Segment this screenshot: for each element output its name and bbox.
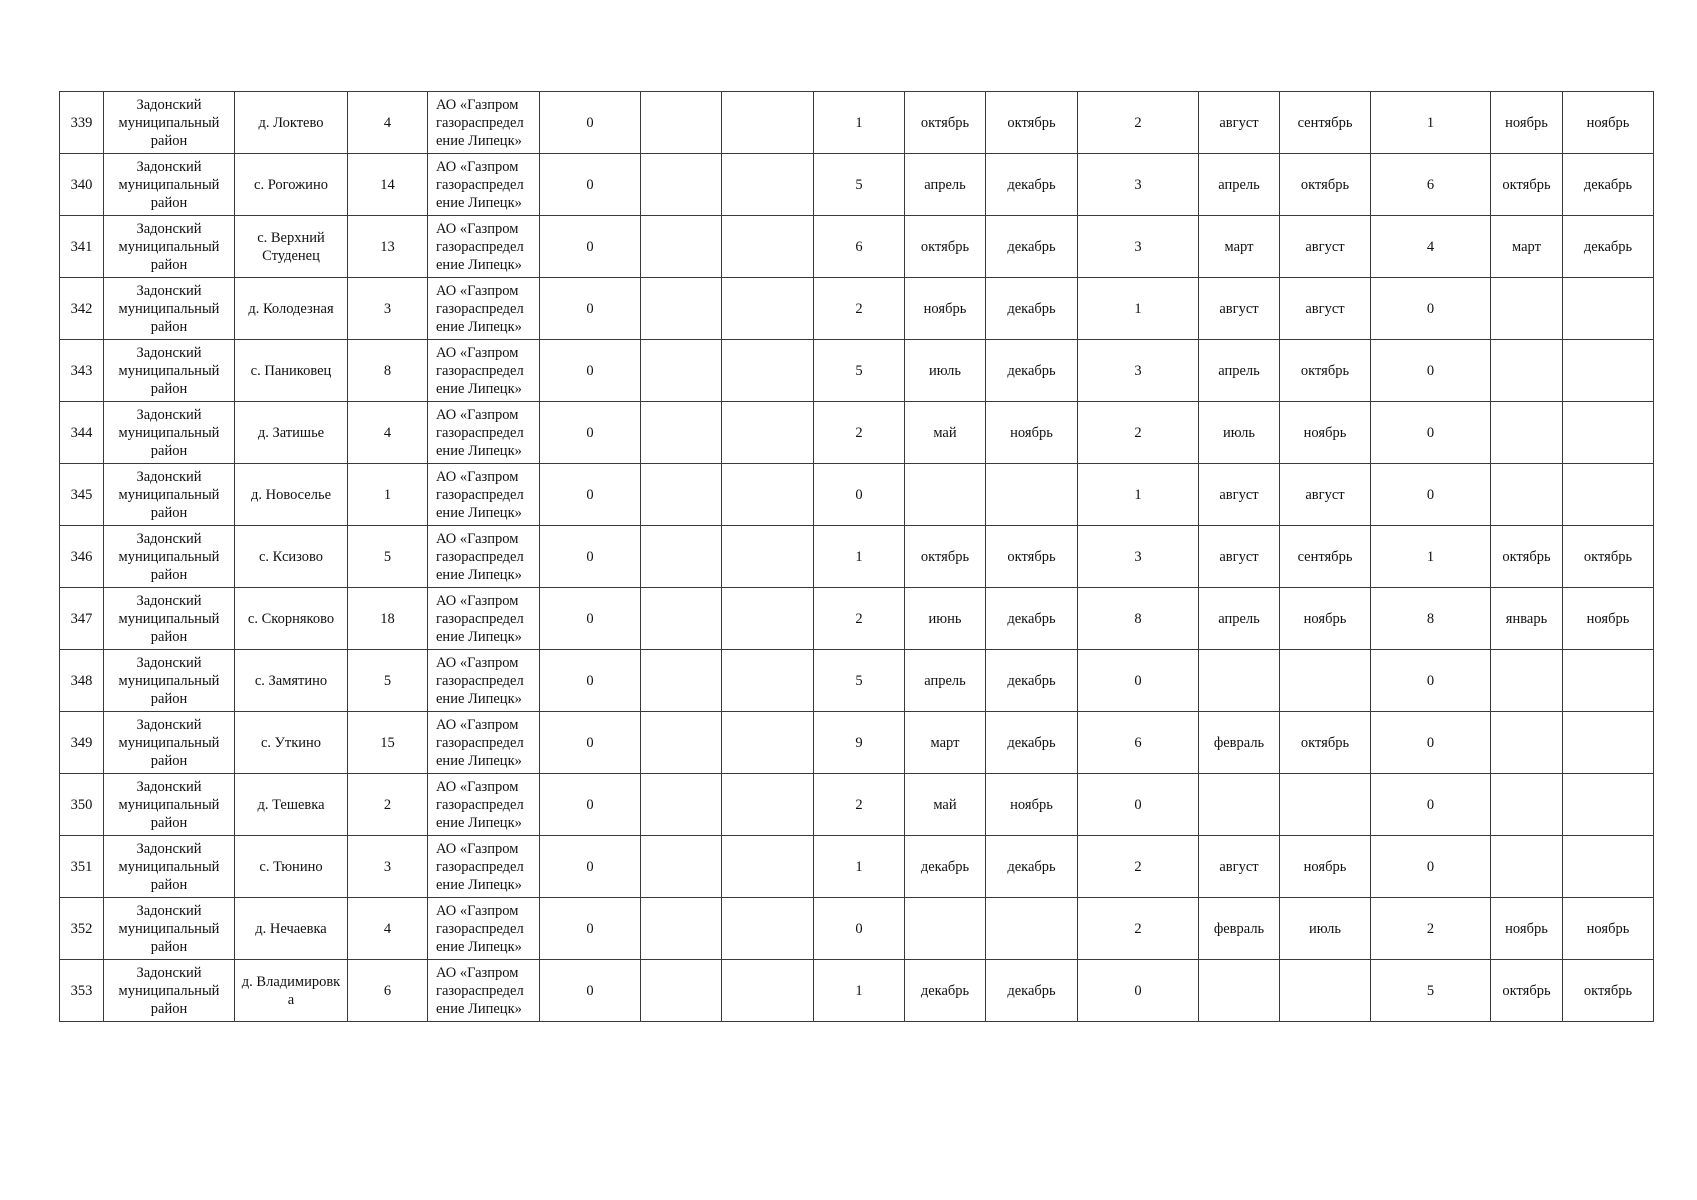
- stage1-end-month-cell: [986, 898, 1078, 960]
- district-cell: Задонский муниципальный район: [104, 92, 235, 154]
- stage2-start-month-cell: [1199, 774, 1280, 836]
- stage1-start-month-cell: [905, 464, 986, 526]
- table-row: [60, 464, 1654, 526]
- stage2-count-cell: 3: [1078, 340, 1199, 402]
- stage3-start-month-cell: [1491, 464, 1563, 526]
- settlement-cell: д. Затишье: [235, 402, 348, 464]
- empty-cell-7: [641, 464, 722, 526]
- district-cell: Задонский муниципальный район: [104, 774, 235, 836]
- stage2-count-cell: 2: [1078, 402, 1199, 464]
- organization-cell: АО «Газпром газораспредел ение Липецк»: [428, 650, 540, 712]
- empty-cell-8: [722, 278, 814, 340]
- row-number-cell: 347: [60, 588, 104, 650]
- stage1-end-month-cell: декабрь: [986, 216, 1078, 278]
- stage3-count-cell: 5: [1371, 960, 1491, 1022]
- stage2-end-month-cell: октябрь: [1280, 712, 1371, 774]
- schedule-table: [59, 91, 1654, 1022]
- table-row: [60, 712, 1654, 774]
- stage2-start-month-cell: февраль: [1199, 712, 1280, 774]
- stage3-count-cell: 2: [1371, 898, 1491, 960]
- households-count-cell: 4: [348, 898, 428, 960]
- stage1-count-cell: 5: [814, 340, 905, 402]
- row-number-cell: 350: [60, 774, 104, 836]
- stage1-count-cell: 1: [814, 960, 905, 1022]
- empty-cell-8: [722, 650, 814, 712]
- district-cell: Задонский муниципальный район: [104, 278, 235, 340]
- settlement-cell: д. Новоселье: [235, 464, 348, 526]
- households-count-cell: 1: [348, 464, 428, 526]
- settlement-cell: с. Замятино: [235, 650, 348, 712]
- stage3-start-month-cell: [1491, 402, 1563, 464]
- stage3-start-month-cell: [1491, 278, 1563, 340]
- table-row: [60, 340, 1654, 402]
- settlement-cell: с. Скорняково: [235, 588, 348, 650]
- stage1-count-cell: 2: [814, 278, 905, 340]
- stage3-end-month-cell: [1563, 836, 1654, 898]
- empty-cell-7: [641, 340, 722, 402]
- stage3-count-cell: 0: [1371, 774, 1491, 836]
- organization-cell: АО «Газпром газораспредел ение Липецк»: [428, 340, 540, 402]
- stage3-start-month-cell: октябрь: [1491, 526, 1563, 588]
- households-count-cell: 3: [348, 278, 428, 340]
- households-count-cell: 2: [348, 774, 428, 836]
- stage1-end-month-cell: декабрь: [986, 340, 1078, 402]
- stage3-end-month-cell: [1563, 402, 1654, 464]
- households-count-cell: 5: [348, 650, 428, 712]
- stage2-count-cell: 2: [1078, 836, 1199, 898]
- empty-cell-7: [641, 836, 722, 898]
- table-row: [60, 92, 1654, 154]
- stage2-start-month-cell: август: [1199, 92, 1280, 154]
- organization-cell: АО «Газпром газораспредел ение Липецк»: [428, 836, 540, 898]
- stage3-count-cell: 0: [1371, 464, 1491, 526]
- stage1-end-month-cell: декабрь: [986, 650, 1078, 712]
- row-number-cell: 349: [60, 712, 104, 774]
- empty-cell-8: [722, 960, 814, 1022]
- stage1-start-month-cell: декабрь: [905, 836, 986, 898]
- empty-cell-8: [722, 898, 814, 960]
- settlement-cell: с. Рогожино: [235, 154, 348, 216]
- settlement-cell: с. Ксизово: [235, 526, 348, 588]
- empty-cell-8: [722, 588, 814, 650]
- value-cell-6: 0: [540, 898, 641, 960]
- empty-cell-7: [641, 898, 722, 960]
- stage2-count-cell: 8: [1078, 588, 1199, 650]
- stage2-start-month-cell: июль: [1199, 402, 1280, 464]
- settlement-cell: с. Паниковец: [235, 340, 348, 402]
- organization-cell: АО «Газпром газораспредел ение Липецк»: [428, 154, 540, 216]
- organization-cell: АО «Газпром газораспредел ение Липецк»: [428, 960, 540, 1022]
- table-row: [60, 402, 1654, 464]
- value-cell-6: 0: [540, 464, 641, 526]
- organization-cell: АО «Газпром газораспредел ение Липецк»: [428, 278, 540, 340]
- stage3-end-month-cell: [1563, 340, 1654, 402]
- stage1-count-cell: 5: [814, 154, 905, 216]
- row-number-cell: 344: [60, 402, 104, 464]
- stage2-count-cell: 2: [1078, 92, 1199, 154]
- value-cell-6: 0: [540, 712, 641, 774]
- households-count-cell: 4: [348, 92, 428, 154]
- stage2-count-cell: 2: [1078, 898, 1199, 960]
- district-cell: Задонский муниципальный район: [104, 526, 235, 588]
- stage2-end-month-cell: [1280, 960, 1371, 1022]
- stage3-end-month-cell: [1563, 712, 1654, 774]
- settlement-cell: д. Нечаевка: [235, 898, 348, 960]
- settlement-cell: с. Уткино: [235, 712, 348, 774]
- stage3-end-month-cell: октябрь: [1563, 526, 1654, 588]
- row-number-cell: 340: [60, 154, 104, 216]
- stage1-start-month-cell: май: [905, 402, 986, 464]
- stage1-end-month-cell: декабрь: [986, 278, 1078, 340]
- stage1-end-month-cell: декабрь: [986, 960, 1078, 1022]
- table-row: [60, 526, 1654, 588]
- empty-cell-7: [641, 216, 722, 278]
- stage2-end-month-cell: июль: [1280, 898, 1371, 960]
- stage2-count-cell: 0: [1078, 960, 1199, 1022]
- table-row: [60, 154, 1654, 216]
- stage2-end-month-cell: октябрь: [1280, 340, 1371, 402]
- stage1-start-month-cell: октябрь: [905, 526, 986, 588]
- stage1-start-month-cell: июнь: [905, 588, 986, 650]
- stage2-count-cell: 1: [1078, 464, 1199, 526]
- stage1-end-month-cell: декабрь: [986, 712, 1078, 774]
- stage1-start-month-cell: май: [905, 774, 986, 836]
- stage1-start-month-cell: апрель: [905, 154, 986, 216]
- stage3-start-month-cell: ноябрь: [1491, 92, 1563, 154]
- empty-cell-7: [641, 402, 722, 464]
- empty-cell-8: [722, 774, 814, 836]
- stage3-start-month-cell: октябрь: [1491, 154, 1563, 216]
- value-cell-6: 0: [540, 216, 641, 278]
- stage3-count-cell: 1: [1371, 92, 1491, 154]
- stage3-end-month-cell: [1563, 278, 1654, 340]
- stage1-count-cell: 1: [814, 92, 905, 154]
- stage3-end-month-cell: декабрь: [1563, 216, 1654, 278]
- stage3-count-cell: 0: [1371, 340, 1491, 402]
- organization-cell: АО «Газпром газораспредел ение Липецк»: [428, 216, 540, 278]
- stage1-end-month-cell: декабрь: [986, 154, 1078, 216]
- value-cell-6: 0: [540, 650, 641, 712]
- stage3-start-month-cell: январь: [1491, 588, 1563, 650]
- stage2-count-cell: 3: [1078, 154, 1199, 216]
- stage1-end-month-cell: октябрь: [986, 526, 1078, 588]
- stage2-count-cell: 6: [1078, 712, 1199, 774]
- empty-cell-8: [722, 340, 814, 402]
- stage3-count-cell: 4: [1371, 216, 1491, 278]
- table-row: [60, 588, 1654, 650]
- stage3-count-cell: 0: [1371, 402, 1491, 464]
- stage3-start-month-cell: [1491, 340, 1563, 402]
- row-number-cell: 351: [60, 836, 104, 898]
- households-count-cell: 5: [348, 526, 428, 588]
- organization-cell: АО «Газпром газораспредел ение Липецк»: [428, 402, 540, 464]
- district-cell: Задонский муниципальный район: [104, 650, 235, 712]
- stage2-count-cell: 3: [1078, 526, 1199, 588]
- district-cell: Задонский муниципальный район: [104, 464, 235, 526]
- row-number-cell: 353: [60, 960, 104, 1022]
- stage1-count-cell: 2: [814, 774, 905, 836]
- stage3-start-month-cell: [1491, 650, 1563, 712]
- row-number-cell: 341: [60, 216, 104, 278]
- stage2-start-month-cell: [1199, 650, 1280, 712]
- stage1-start-month-cell: октябрь: [905, 92, 986, 154]
- organization-cell: АО «Газпром газораспредел ение Липецк»: [428, 92, 540, 154]
- stage2-start-month-cell: апрель: [1199, 154, 1280, 216]
- district-cell: Задонский муниципальный район: [104, 588, 235, 650]
- settlement-cell: с. Тюнино: [235, 836, 348, 898]
- stage2-start-month-cell: февраль: [1199, 898, 1280, 960]
- stage3-end-month-cell: [1563, 650, 1654, 712]
- households-count-cell: 14: [348, 154, 428, 216]
- households-count-cell: 13: [348, 216, 428, 278]
- stage2-start-month-cell: апрель: [1199, 340, 1280, 402]
- stage3-end-month-cell: декабрь: [1563, 154, 1654, 216]
- value-cell-6: 0: [540, 92, 641, 154]
- empty-cell-8: [722, 216, 814, 278]
- stage3-count-cell: 1: [1371, 526, 1491, 588]
- row-number-cell: 342: [60, 278, 104, 340]
- stage3-count-cell: 0: [1371, 650, 1491, 712]
- stage2-count-cell: 0: [1078, 650, 1199, 712]
- stage1-start-month-cell: [905, 898, 986, 960]
- stage3-end-month-cell: ноябрь: [1563, 92, 1654, 154]
- stage1-count-cell: 2: [814, 402, 905, 464]
- value-cell-6: 0: [540, 402, 641, 464]
- organization-cell: АО «Газпром газораспредел ение Липецк»: [428, 464, 540, 526]
- stage3-count-cell: 8: [1371, 588, 1491, 650]
- stage2-start-month-cell: апрель: [1199, 588, 1280, 650]
- households-count-cell: 6: [348, 960, 428, 1022]
- value-cell-6: 0: [540, 526, 641, 588]
- settlement-cell: д. Локтево: [235, 92, 348, 154]
- row-number-cell: 352: [60, 898, 104, 960]
- stage3-start-month-cell: [1491, 774, 1563, 836]
- stage3-count-cell: 0: [1371, 712, 1491, 774]
- stage3-end-month-cell: ноябрь: [1563, 588, 1654, 650]
- table-row: [60, 774, 1654, 836]
- stage1-start-month-cell: апрель: [905, 650, 986, 712]
- empty-cell-7: [641, 712, 722, 774]
- table-row: [60, 278, 1654, 340]
- table-row: [60, 960, 1654, 1022]
- stage1-start-month-cell: октябрь: [905, 216, 986, 278]
- empty-cell-8: [722, 92, 814, 154]
- stage2-end-month-cell: [1280, 774, 1371, 836]
- stage1-count-cell: 1: [814, 526, 905, 588]
- empty-cell-7: [641, 278, 722, 340]
- empty-cell-8: [722, 526, 814, 588]
- stage2-start-month-cell: март: [1199, 216, 1280, 278]
- empty-cell-7: [641, 526, 722, 588]
- stage1-count-cell: 0: [814, 464, 905, 526]
- organization-cell: АО «Газпром газораспредел ение Липецк»: [428, 588, 540, 650]
- empty-cell-8: [722, 402, 814, 464]
- stage1-start-month-cell: декабрь: [905, 960, 986, 1022]
- value-cell-6: 0: [540, 774, 641, 836]
- stage2-start-month-cell: август: [1199, 526, 1280, 588]
- row-number-cell: 345: [60, 464, 104, 526]
- stage2-end-month-cell: ноябрь: [1280, 836, 1371, 898]
- stage1-start-month-cell: март: [905, 712, 986, 774]
- stage1-count-cell: 2: [814, 588, 905, 650]
- stage3-end-month-cell: [1563, 774, 1654, 836]
- stage3-count-cell: 0: [1371, 278, 1491, 340]
- stage1-end-month-cell: ноябрь: [986, 774, 1078, 836]
- stage2-end-month-cell: ноябрь: [1280, 402, 1371, 464]
- stage1-count-cell: 1: [814, 836, 905, 898]
- stage1-start-month-cell: июль: [905, 340, 986, 402]
- stage1-count-cell: 0: [814, 898, 905, 960]
- stage2-start-month-cell: август: [1199, 836, 1280, 898]
- district-cell: Задонский муниципальный район: [104, 216, 235, 278]
- stage2-end-month-cell: сентябрь: [1280, 92, 1371, 154]
- stage3-end-month-cell: [1563, 464, 1654, 526]
- stage1-count-cell: 9: [814, 712, 905, 774]
- stage2-end-month-cell: август: [1280, 278, 1371, 340]
- stage2-end-month-cell: [1280, 650, 1371, 712]
- stage2-start-month-cell: август: [1199, 278, 1280, 340]
- stage3-count-cell: 0: [1371, 836, 1491, 898]
- value-cell-6: 0: [540, 836, 641, 898]
- row-number-cell: 346: [60, 526, 104, 588]
- stage1-end-month-cell: декабрь: [986, 588, 1078, 650]
- stage3-start-month-cell: [1491, 712, 1563, 774]
- empty-cell-8: [722, 836, 814, 898]
- empty-cell-7: [641, 92, 722, 154]
- settlement-cell: д. Тешевка: [235, 774, 348, 836]
- value-cell-6: 0: [540, 340, 641, 402]
- stage3-count-cell: 6: [1371, 154, 1491, 216]
- stage3-end-month-cell: ноябрь: [1563, 898, 1654, 960]
- stage2-count-cell: 3: [1078, 216, 1199, 278]
- district-cell: Задонский муниципальный район: [104, 340, 235, 402]
- empty-cell-7: [641, 154, 722, 216]
- table-row: [60, 650, 1654, 712]
- stage2-count-cell: 0: [1078, 774, 1199, 836]
- row-number-cell: 339: [60, 92, 104, 154]
- settlement-cell: д. Колодезная: [235, 278, 348, 340]
- organization-cell: АО «Газпром газораспредел ение Липецк»: [428, 774, 540, 836]
- table-row: [60, 898, 1654, 960]
- value-cell-6: 0: [540, 588, 641, 650]
- empty-cell-7: [641, 774, 722, 836]
- households-count-cell: 4: [348, 402, 428, 464]
- empty-cell-7: [641, 650, 722, 712]
- empty-cell-8: [722, 464, 814, 526]
- empty-cell-7: [641, 960, 722, 1022]
- district-cell: Задонский муниципальный район: [104, 154, 235, 216]
- stage1-end-month-cell: [986, 464, 1078, 526]
- organization-cell: АО «Газпром газораспредел ение Липецк»: [428, 526, 540, 588]
- district-cell: Задонский муниципальный район: [104, 402, 235, 464]
- district-cell: Задонский муниципальный район: [104, 898, 235, 960]
- stage2-count-cell: 1: [1078, 278, 1199, 340]
- empty-cell-7: [641, 588, 722, 650]
- organization-cell: АО «Газпром газораспредел ение Липецк»: [428, 712, 540, 774]
- stage3-start-month-cell: [1491, 836, 1563, 898]
- stage2-end-month-cell: август: [1280, 216, 1371, 278]
- district-cell: Задонский муниципальный район: [104, 712, 235, 774]
- empty-cell-8: [722, 712, 814, 774]
- district-cell: Задонский муниципальный район: [104, 960, 235, 1022]
- settlement-cell: с. Верхний Студенец: [235, 216, 348, 278]
- settlement-cell: д. Владимировк а: [235, 960, 348, 1022]
- households-count-cell: 8: [348, 340, 428, 402]
- row-number-cell: 348: [60, 650, 104, 712]
- stage3-start-month-cell: ноябрь: [1491, 898, 1563, 960]
- organization-cell: АО «Газпром газораспредел ение Липецк»: [428, 898, 540, 960]
- households-count-cell: 18: [348, 588, 428, 650]
- row-number-cell: 343: [60, 340, 104, 402]
- stage1-end-month-cell: декабрь: [986, 836, 1078, 898]
- value-cell-6: 0: [540, 154, 641, 216]
- stage1-count-cell: 5: [814, 650, 905, 712]
- stage3-end-month-cell: октябрь: [1563, 960, 1654, 1022]
- stage3-start-month-cell: октябрь: [1491, 960, 1563, 1022]
- table-row: [60, 836, 1654, 898]
- stage2-end-month-cell: октябрь: [1280, 154, 1371, 216]
- value-cell-6: 0: [540, 960, 641, 1022]
- households-count-cell: 15: [348, 712, 428, 774]
- stage2-start-month-cell: август: [1199, 464, 1280, 526]
- table-row: [60, 216, 1654, 278]
- stage1-start-month-cell: ноябрь: [905, 278, 986, 340]
- households-count-cell: 3: [348, 836, 428, 898]
- value-cell-6: 0: [540, 278, 641, 340]
- stage2-start-month-cell: [1199, 960, 1280, 1022]
- district-cell: Задонский муниципальный район: [104, 836, 235, 898]
- empty-cell-8: [722, 154, 814, 216]
- stage2-end-month-cell: сентябрь: [1280, 526, 1371, 588]
- stage2-end-month-cell: ноябрь: [1280, 588, 1371, 650]
- stage3-start-month-cell: март: [1491, 216, 1563, 278]
- table-body: [60, 92, 1654, 1022]
- stage1-end-month-cell: октябрь: [986, 92, 1078, 154]
- stage2-end-month-cell: август: [1280, 464, 1371, 526]
- stage1-end-month-cell: ноябрь: [986, 402, 1078, 464]
- stage1-count-cell: 6: [814, 216, 905, 278]
